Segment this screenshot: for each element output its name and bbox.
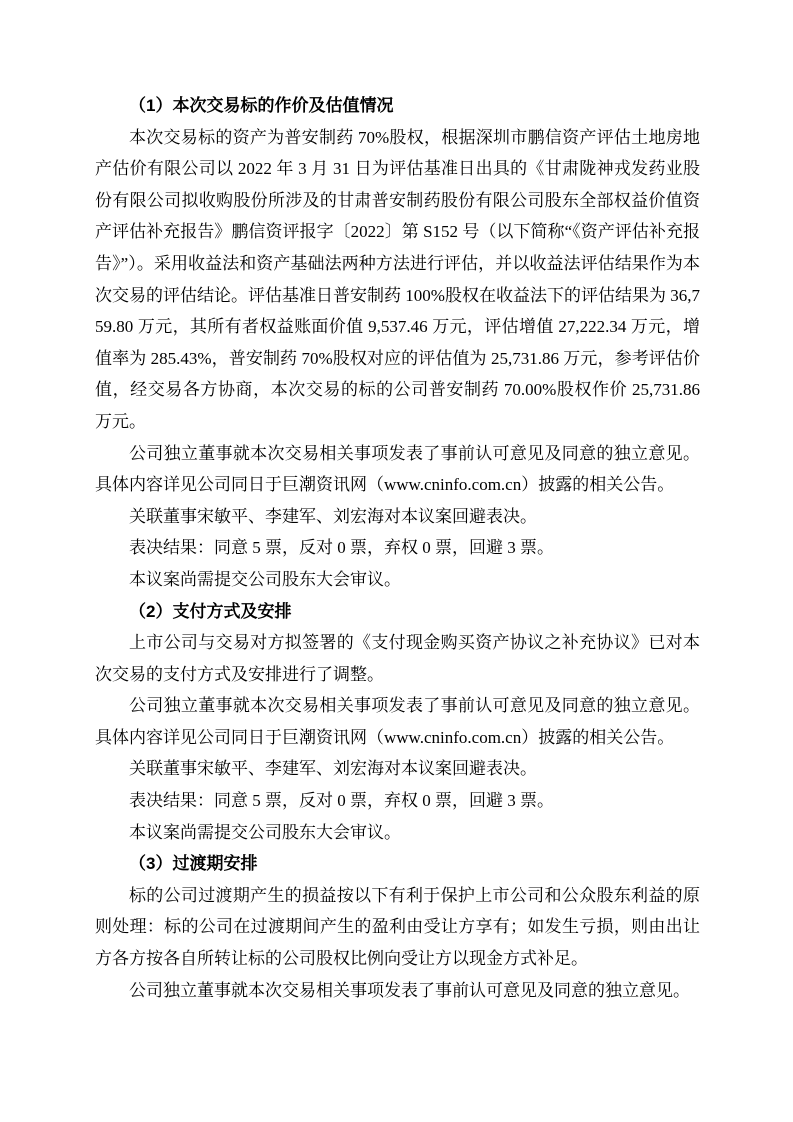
paragraph: 公司独立董事就本次交易相关事项发表了事前认可意见及同意的独立意见。具体内容详见公司同日于巨潮资讯网（www.cninfo.com.cn）披露的相关公告。: [95, 696, 700, 747]
section-pricing-and-valuation: [95, 90, 700, 596]
section-heading: （1）本次交易标的作价及估值情况: [129, 96, 394, 115]
section-payment-arrangement: [95, 596, 700, 849]
paragraph: 本议案尚需提交公司股东大会审议。: [129, 569, 401, 589]
section-heading: （2）支付方式及安排: [129, 601, 292, 621]
paragraph: 表决结果：同意 5 票，反对 0 票，弃权 0 票，回避 3 票。: [129, 791, 554, 811]
section-transition-period: [95, 848, 700, 1006]
paragraph: 本议案尚需提交公司股东大会审议。: [129, 822, 401, 842]
paragraph: 关联董事宋敏平、李建军、刘宏海对本议案回避表决。: [129, 759, 537, 779]
paragraph: 表决结果：同意 5 票，反对 0 票，弃权 0 票，回避 3 票。: [129, 538, 554, 558]
paragraph: 本次交易标的资产为普安制药 70%股权，根据深圳市鹏信资产评估土地房地产估价有限公司以 2022 年 3 月 31 日为评估基准日出具的《甘肃陇神戎发药业股份有限公司拟收购股份所涉及的甘肃普安制药股份有限公司股东全部权益价值资产评估补充报告》鹏信资评报字〔2022〕第 S152 号（以下简称“《资产评估补充报告》”）。采用收益法和资产基础法两种方法进行评估，并以收益法评估结果作为本次交易的评估结论。评估基准日普安制药 100%股权在收益法下的评估结果为 36,759.80 万元，其所有者权益账面价值 9,537.46 万元，评估增值 27,222.34 万元，增值率为 285.43%，普安制药 70%股权对应的评估值为 25,731.86 万元，参考评估价值，经交易各方协商，本次交易的标的公司普安制药 70.00%股权作价 25,731.86 万元。: [95, 127, 700, 431]
paragraph: 公司独立董事就本次交易相关事项发表了事前认可意见及同意的独立意见。: [129, 980, 690, 1000]
paragraph: 公司独立董事就本次交易相关事项发表了事前认可意见及同意的独立意见。具体内容详见公司同日于巨潮资讯网（www.cninfo.com.cn）披露的相关公告。: [95, 443, 700, 495]
paragraph: 关联董事宋敏平、李建军、刘宏海对本议案回避表决。: [129, 506, 537, 526]
paragraph: 标的公司过渡期产生的损益按以下有利于保护上市公司和公众股东利益的原则处理：标的公司在过渡期间产生的盈利由受让方享有；如发生亏损，则由出让方各方按各自所转让标的公司股权比例向受让方以现金方式补足。: [95, 885, 700, 969]
paragraph: 上市公司与交易对方拟签署的《支付现金购买资产协议之补充协议》已对本次交易的支付方式及安排进行了调整。: [95, 633, 700, 684]
section-heading: （3）过渡期安排: [129, 854, 258, 874]
